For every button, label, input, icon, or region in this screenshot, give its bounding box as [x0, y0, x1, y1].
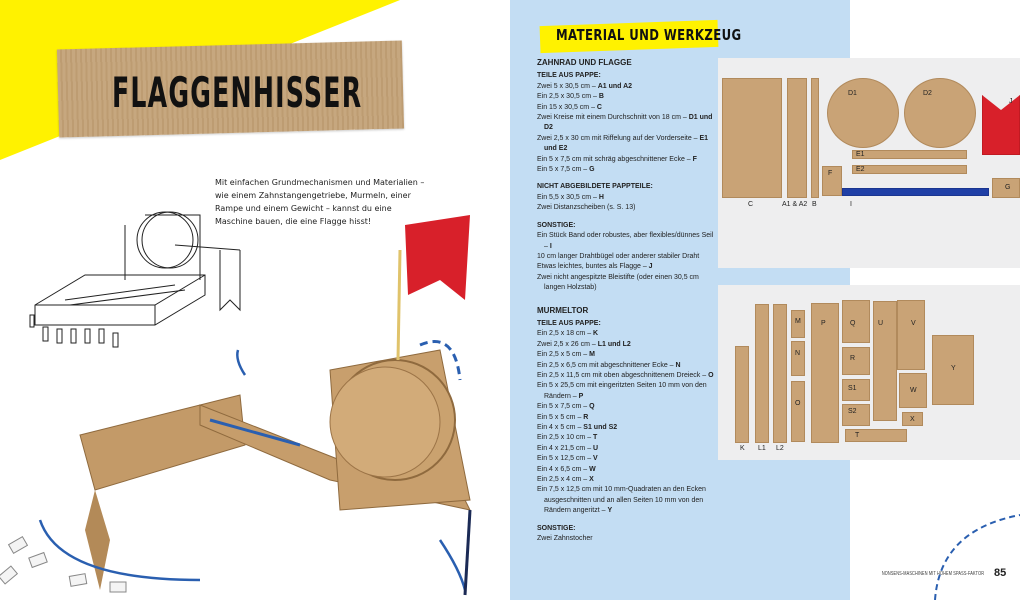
item-text: Ein 4 x 21,5 cm –	[537, 444, 594, 452]
list-item	[537, 155, 715, 165]
cardboard-part	[852, 150, 967, 159]
part-id: V	[593, 455, 598, 463]
part-label: G	[1005, 184, 1011, 191]
part-id: X	[589, 476, 594, 484]
list-item	[537, 340, 715, 350]
list-item	[537, 454, 715, 464]
part-label: L1	[758, 445, 766, 452]
item-text: Ein 5 x 12,5 cm –	[537, 455, 594, 463]
subsection-heading: TEILE AUS PAPPE:	[537, 319, 601, 327]
part-id: C	[596, 103, 602, 111]
list-item	[537, 134, 715, 155]
part-label: N	[795, 350, 801, 357]
subsection-heading: SONSTIGE:	[537, 524, 576, 532]
list-item	[537, 92, 715, 102]
group-heading: ZAHNRAD UND FLAGGE	[537, 58, 632, 67]
list-item	[537, 444, 715, 454]
item-text: Ein 5 x 25,5 cm mit eingeritzten Seiten 10 mm von den Rändern –	[537, 382, 707, 400]
part-id: N	[675, 361, 681, 369]
part-id: G	[589, 166, 595, 174]
list-item	[537, 103, 715, 113]
list-item	[537, 433, 715, 443]
part-id: U	[593, 444, 599, 452]
item-text: Ein 15 x 30,5 cm –	[537, 103, 597, 111]
subsection-heading: TEILE AUS PAPPE:	[537, 72, 601, 80]
cardboard-part	[811, 78, 819, 198]
list-item	[537, 402, 715, 412]
part-id: P	[578, 392, 584, 400]
group-heading: MURMELTOR	[537, 305, 589, 315]
part-id: B	[598, 93, 604, 101]
item-text: Ein 2,5 x 4 cm –	[537, 476, 590, 484]
part-label: J	[1009, 98, 1013, 105]
part-label: D1	[848, 90, 857, 97]
cardboard-part	[791, 341, 805, 376]
part-label: S1	[848, 385, 857, 392]
list-item	[537, 475, 715, 485]
item-text: Ein 4 x 5 cm –	[537, 424, 584, 431]
cardboard-part	[873, 301, 897, 421]
part-id: E1 und E2	[544, 134, 709, 153]
cardboard-part	[787, 78, 807, 198]
item-text: Zwei 2,5 x 26 cm –	[537, 340, 598, 348]
cardboard-part	[897, 300, 925, 370]
cardboard-part	[773, 304, 787, 443]
item-text: Ein 2,5 x 30,5 cm –	[537, 93, 599, 101]
item-text: Ein 2,5 x 6,5 cm mit abgeschnittener Ecke –	[537, 361, 676, 369]
list-item	[537, 534, 715, 544]
cardboard-part	[904, 78, 976, 148]
part-id: Q	[589, 403, 595, 411]
part-label: R	[850, 355, 856, 362]
part-id: R	[583, 413, 589, 421]
item-text: Ein 2,5 x 11,5 cm mit oben abgeschnittenem Dreieck –	[537, 371, 709, 379]
item-text: Zwei 5 x 30,5 cm –	[537, 82, 598, 90]
list-item	[537, 465, 715, 475]
list-item	[537, 203, 715, 213]
part-id: F	[692, 155, 697, 163]
list-item	[537, 350, 715, 360]
part-label: P	[821, 320, 826, 327]
cardboard-part	[842, 300, 870, 343]
item-text: 10 cm langer Drahtbügel oder anderer stabiler Draht	[537, 252, 700, 260]
part-label: I	[850, 201, 852, 208]
part-label: S2	[848, 408, 857, 415]
part-label: M	[795, 318, 801, 325]
list-item	[537, 371, 715, 381]
part-label: Y	[951, 365, 956, 372]
list-item	[537, 252, 715, 262]
part-label: K	[740, 445, 745, 452]
page-title: FLAGGENHISSER	[112, 68, 363, 117]
list-item	[537, 231, 715, 252]
cardboard-part	[842, 188, 989, 196]
list-item	[537, 113, 715, 134]
list-item	[537, 485, 715, 516]
item-text: Ein 7,5 x 12,5 cm mit 10 mm-Quadraten an den Ecken ausgeschnitten und an allen Seiten 10 mm von den Rändern angeritzt –	[537, 486, 706, 515]
list-item	[537, 273, 715, 294]
part-label: U	[878, 320, 884, 327]
part-label: X	[910, 416, 915, 423]
item-text: Ein 5 x 7,5 cm mit schräg abgeschnittener Ecke –	[537, 155, 693, 163]
cardboard-part	[735, 346, 749, 443]
part-label: Q	[850, 320, 856, 327]
item-text: Zwei Distanzscheiben (s. S. 13)	[537, 204, 636, 212]
part-id: S1 und S2	[583, 424, 618, 431]
list-item	[537, 381, 715, 402]
part-label: V	[911, 320, 916, 327]
item-text: Ein 5 x 5 cm –	[537, 413, 584, 421]
part-id: I	[549, 242, 552, 250]
flag-parts-photo	[718, 58, 1020, 268]
part-id: D1 und D2	[544, 114, 713, 132]
part-label: A1 & A2	[782, 201, 808, 208]
part-label: B	[812, 201, 817, 208]
item-text: Zwei 2,5 x 30 cm mit Riffelung auf der Vorderseite –	[537, 134, 700, 142]
item-text: Zwei Zahnstocher	[537, 535, 593, 543]
part-label: O	[795, 400, 801, 407]
part-label: E2	[856, 166, 865, 173]
page-number: 85	[994, 567, 1007, 579]
subsection-heading: SONSTIGE:	[537, 221, 576, 229]
part-id: M	[589, 351, 595, 359]
part-label: L2	[776, 445, 784, 452]
part-label: E1	[856, 151, 865, 158]
list-item	[537, 262, 715, 272]
item-text: Ein 5,5 x 30,5 cm –	[537, 193, 599, 201]
cardboard-part	[842, 347, 870, 375]
item-text: Ein 2,5 x 10 cm –	[537, 434, 594, 442]
materials-list	[537, 58, 715, 544]
dashed-arc-decoration	[920, 510, 1020, 600]
item-text: Ein 5 x 7,5 cm –	[537, 166, 590, 174]
section-title: MATERIAL UND WERKZEUG	[556, 26, 742, 44]
cardboard-part	[722, 78, 782, 198]
part-id: O	[708, 371, 714, 379]
item-text: Ein 4 x 6,5 cm –	[537, 465, 590, 473]
part-id: H	[598, 193, 604, 201]
part-id: L1 und L2	[597, 340, 631, 348]
cardboard-part	[982, 95, 1020, 155]
part-id: A1 und A2	[597, 82, 633, 90]
list-item	[537, 165, 715, 175]
flag-machine-photo	[0, 210, 510, 600]
item-text: Zwei Kreise mit einem Durchschnitt von 18 cm –	[537, 114, 689, 122]
list-item	[537, 193, 715, 203]
list-item	[537, 423, 715, 433]
list-item	[537, 329, 715, 339]
intro-text: Mit einfachen Grundmechanismen und Materialien – wie einem Zahnstangengetriebe, Murmeln, einer Rampe und einem Gewicht – kannst du eine Maschine bauen, die eine Flagge hisst!	[215, 178, 425, 226]
item-text: Ein 2,5 x 5 cm –	[537, 351, 590, 359]
part-label: C	[748, 201, 754, 208]
item-text: Zwei nicht angespitzte Bleistifte (oder einen 30,5 cm langen Holzstab)	[537, 273, 699, 292]
item-text: Etwas leichtes, buntes als Flagge –	[537, 263, 649, 271]
item-text: Ein 2,5 x 18 cm –	[537, 330, 594, 338]
item-text: Ein 5 x 7,5 cm –	[537, 403, 590, 411]
part-label: T	[855, 432, 860, 439]
part-id: W	[589, 465, 596, 473]
part-id: J	[648, 263, 653, 271]
cardboard-part	[755, 304, 769, 443]
part-id: K	[593, 330, 599, 338]
cardboard-part	[852, 165, 967, 174]
part-label: F	[828, 170, 833, 177]
cardboard-part	[791, 381, 805, 442]
list-item	[537, 82, 715, 92]
list-item	[537, 413, 715, 423]
list-item	[537, 361, 715, 371]
item-text: Ein Stück Band oder robustes, aber flexibles/dünnes Seil –	[537, 232, 714, 250]
part-id: T	[593, 434, 598, 442]
running-footer: NONSENS-MASCHINEN MIT HOHEM SPASS-FAKTOR	[881, 571, 984, 577]
part-id: Y	[607, 507, 613, 515]
part-label: W	[910, 387, 917, 394]
part-label: D2	[923, 90, 932, 97]
marble-gate-parts-photo	[718, 285, 1020, 460]
cardboard-part	[827, 78, 899, 148]
subsection-heading: NICHT ABGEBILDETE PAPPTEILE:	[537, 183, 653, 191]
